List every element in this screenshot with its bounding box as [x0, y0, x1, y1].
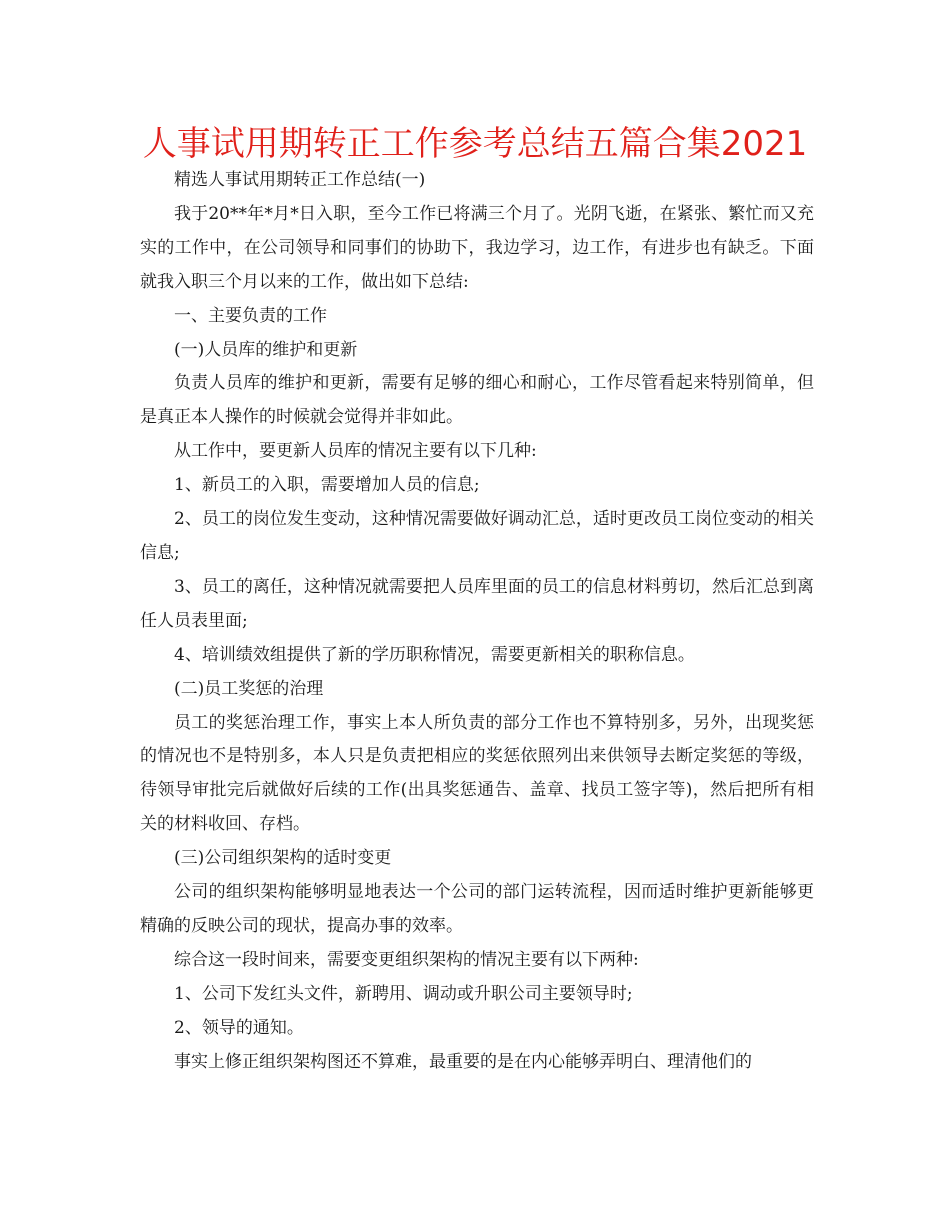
section-heading: 一、主要负责的工作	[174, 305, 327, 326]
subsection-heading: (一)人员库的维护和更新	[174, 339, 358, 360]
document-body	[140, 164, 814, 1079]
list-item: 3、员工的离任，这种情况就需要把人员库里面的员工的信息材料剪切，然后汇总到离任人员表里面;	[140, 576, 814, 631]
paragraph: 我于20**年*月*日入职，至今工作已将满三个月了。光阴飞逝，在紧张、繁忙而又充实的工作中，在公司领导和同事们的协助下，我边学习，边工作，有进步也有缺乏。下面就我入职三个月以来的工作，做出如下总结:	[140, 203, 814, 292]
paragraph: 员工的奖惩治理工作，事实上本人所负责的部分工作也不算特别多，另外，出现奖惩的情况也不是特别多，本人只是负责把相应的奖惩依照列出来供领导去断定奖惩的等级，待领导审批完后就做好后续的工作(出具奖惩通告、盖章、找员工签字等)，然后把所有相关的材料收回、存档。	[140, 712, 814, 835]
paragraph: 负责人员库的维护和更新，需要有足够的细心和耐心，工作尽管看起来特别简单，但是真正本人操作的时候就会觉得并非如此。	[140, 373, 814, 428]
paragraph: 公司的组织架构能够明显地表达一个公司的部门运转流程，因而适时维护更新能够更精确的反映公司的现状，提高办事的效率。	[140, 882, 814, 936]
paragraph: 精选人事试用期转正工作总结(一)	[174, 170, 426, 190]
document-title: 人事试用期转正工作参考总结五篇合集2021	[142, 124, 808, 164]
paragraph: 事实上修正组织架构图还不算难，最重要的是在内心能够弄明白、理清他们的	[174, 1051, 752, 1072]
list-item: 2、领导的通知。	[174, 1017, 304, 1038]
paragraph: 综合这一段时间来，需要变更组织架构的情况主要有以下两种:	[174, 949, 639, 970]
list-item: 2、员工的岗位发生变动，这种情况需要做好调动汇总，适时更改员工岗位变动的相关信息;	[140, 509, 814, 563]
list-item: 4、培训绩效组提供了新的学历职称情况，需要更新相关的职称信息。	[174, 644, 695, 665]
paragraph: 从工作中，要更新人员库的情况主要有以下几种:	[174, 441, 537, 462]
subsection-heading: (三)公司组织架构的适时变更	[174, 848, 392, 869]
list-item: 1、新员工的入职，需要增加人员的信息;	[174, 475, 480, 496]
list-item: 1、公司下发红头文件，新聘用、调动或升职公司主要领导时;	[174, 983, 633, 1004]
subsection-heading: (二)员工奖惩的治理	[174, 678, 324, 699]
